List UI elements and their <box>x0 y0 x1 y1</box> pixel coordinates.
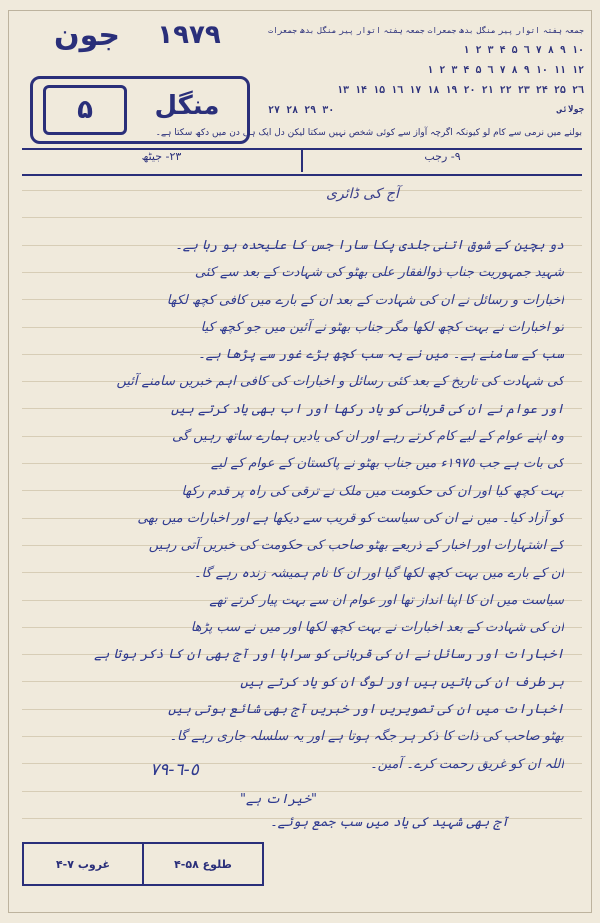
alternate-dates <box>22 150 582 172</box>
calendar-weekday: منگل <box>317 25 337 35</box>
calendar-weekday: منگل <box>476 25 496 35</box>
sunset-time: ٧-۴ <box>55 857 74 871</box>
entry-line: سیاست میں ان کا اپنا انداز تھا اور عوام ان سے بہت پیار کرتے تھے <box>209 592 564 608</box>
signature: ٥-٦-٧٩ <box>150 760 199 780</box>
month-name: جون <box>53 18 121 53</box>
calendar-row: ١٠ ٩ ٨ ٧ ٦ ۵ ۴ ٣ ٢ ١ <box>463 44 584 56</box>
calendar-weekday: جمعہ <box>405 25 425 35</box>
ruled-line <box>22 190 582 191</box>
calendar-weekday: اتوار <box>356 25 381 35</box>
closing-note: "خیرات ہے" <box>240 792 318 807</box>
sun-times <box>22 842 264 886</box>
sunset <box>24 844 142 884</box>
entry-line: بھٹو صاحب کی ذات کا ذکر ہر جگہ ہوتا ہے اور یہ سلسلہ جاری رہے گا۔ <box>169 729 564 745</box>
sunset-label: غروب <box>77 857 111 871</box>
day-name: منگل <box>154 91 220 121</box>
calendar-weekday: جمعرات <box>427 25 457 35</box>
entry-line: ان کے بارے میں بہت کچھ لکھا گیا اور ان کا نام ہمیشہ زندہ رہے گا۔ <box>193 565 564 581</box>
calendar-row: ٢٦ ٢۵ ٢۴ ٢٣ ٢٢ ٢١ ٢٠ ١٩ ١٨ ١٧ ١٦ ١۵ ١۴ ١٣ <box>336 84 584 96</box>
calendar-weekdays <box>268 20 584 40</box>
calendar-weekday: ہفتہ <box>542 25 562 35</box>
entry-line: کی بات ہے جب ١٩٧٥ء میں جناب بھٹو نے پاکستان کے عوام کے لیے <box>210 456 564 472</box>
calendar-weekday: جمعہ <box>564 25 584 35</box>
entry-line: شہید جمہوریت جناب ذوالفقار علی بھٹو کی شہادت کے بعد سے کئی <box>194 265 564 281</box>
calendar-next-month-numbers: ٣٠ ٢٩ ٢٨ ٢٧ <box>268 104 335 116</box>
mini-calendar <box>268 20 584 120</box>
entry-line: ہر طرف ان کی باتیں ہیں اور لوگ ان کو یاد کرتے ہیں <box>240 674 564 690</box>
postscript: آج بھی شہید کی یاد میں سب جمع ہوئے۔ <box>270 815 509 830</box>
sunrise-label: طلوع <box>202 857 232 871</box>
entry-line: بہت کچھ کیا اور ان کی حکومت میں ملک نے ترقی کی راہ پر قدم رکھا <box>181 483 564 499</box>
diary-entry-body <box>40 232 564 778</box>
calendar-weekday: بدھ <box>459 25 474 35</box>
entry-line: کے اشتہارات اور اخبار کے ذریعے بھٹو صاحب کی حکومت کی خبریں آتی رہیں <box>148 538 564 554</box>
entry-line: وہ اپنے عوام کے لیے کام کرتے رہے اور ان کی یادیں ہمارے ساتھ رہیں گی <box>171 429 564 445</box>
entry-line: ان کی شہادت کے بعد اخبارات نے بہت کچھ لکھا اور میں نے سب پڑھا <box>190 620 564 636</box>
calendar-next-month-label: جولائی <box>556 105 584 115</box>
ruled-line <box>22 217 582 218</box>
entry-line: کی شہادت کی تاریخ کے بعد کئی رسائل و اخبارات کی کافی اہم خبریں سامنے آئیں <box>116 374 564 390</box>
daily-proverb: بولنے میں نرمی سے کام لو کیونکہ اگرچہ آواز سے کوئی شخص نہیں سکتا لیکن دل ایک ہی دن میں دکھ سکتا ہے۔ <box>155 128 582 138</box>
divider-line <box>22 174 582 176</box>
calendar-weekday: بدھ <box>299 25 315 35</box>
calendar-row-july <box>268 100 584 120</box>
hijri-date: ٩- رجب <box>301 150 582 172</box>
bikrami-date: ٢٣- جیٹھ <box>141 150 182 163</box>
calendar-weekday: ہفتہ <box>383 25 403 35</box>
entry-line: دو بچین کے شوق اتنی جلدی پکا سارا جس کا علیحدہ ہو رہا ہے۔ <box>175 238 564 253</box>
entry-line: اللہ ان کو غریق رحمت کرے۔ آمین۔ <box>370 756 564 772</box>
entry-line: کو آزاد کیا۔ میں نے ان کی سیاست کو قریب سے دیکھا ہے اور اخبارات میں بھی <box>137 510 564 526</box>
day-number: ۵ <box>43 85 127 135</box>
entry-line: اخبارات اور رسائل نے ان کی قربانی کو سراہا اور آج بھی ان کا ذکر ہوتا ہے <box>94 647 564 663</box>
calendar-weekday: پیر <box>498 25 514 35</box>
entry-line: اخبارات میں ان کی تصویریں اور خبریں آج بھی شائع ہوتی ہیں <box>168 702 564 718</box>
calendar-weekday: پیر <box>339 25 354 35</box>
calendar-row: ١٢ ١١ ١٠ ٩ ٨ ٧ ٦ ۵ ۴ ٣ ٢ ١ <box>427 64 584 76</box>
entry-line: اور عوام نے ان کی قربانی کو یاد رکھا اور اب بھی یاد کرتے ہیں <box>170 401 564 417</box>
entry-title: آج کی ڈائری <box>326 186 399 202</box>
entry-line: اخبارات و رسائل نے ان کی شہادت کے بعد ان کے بارے میں کافی کچھ لکھا <box>166 292 564 308</box>
year: ١٩٧٩ <box>157 20 221 50</box>
calendar-weekday: جمعرات <box>268 25 298 35</box>
entry-line: تو اخبارات نے بہت کچھ لکھا مگر جناب بھٹو نے آئین میں جو کچھ کیا <box>200 319 564 335</box>
calendar-weekday: اتوار <box>516 25 541 35</box>
sunrise-time: ۴-۵۸ <box>174 857 199 871</box>
entry-line: سب کے سامنے ہے۔ میں نے یہ سب کچھ بڑے غور سے پڑھا ہے۔ <box>197 347 564 363</box>
sunrise <box>142 844 262 884</box>
